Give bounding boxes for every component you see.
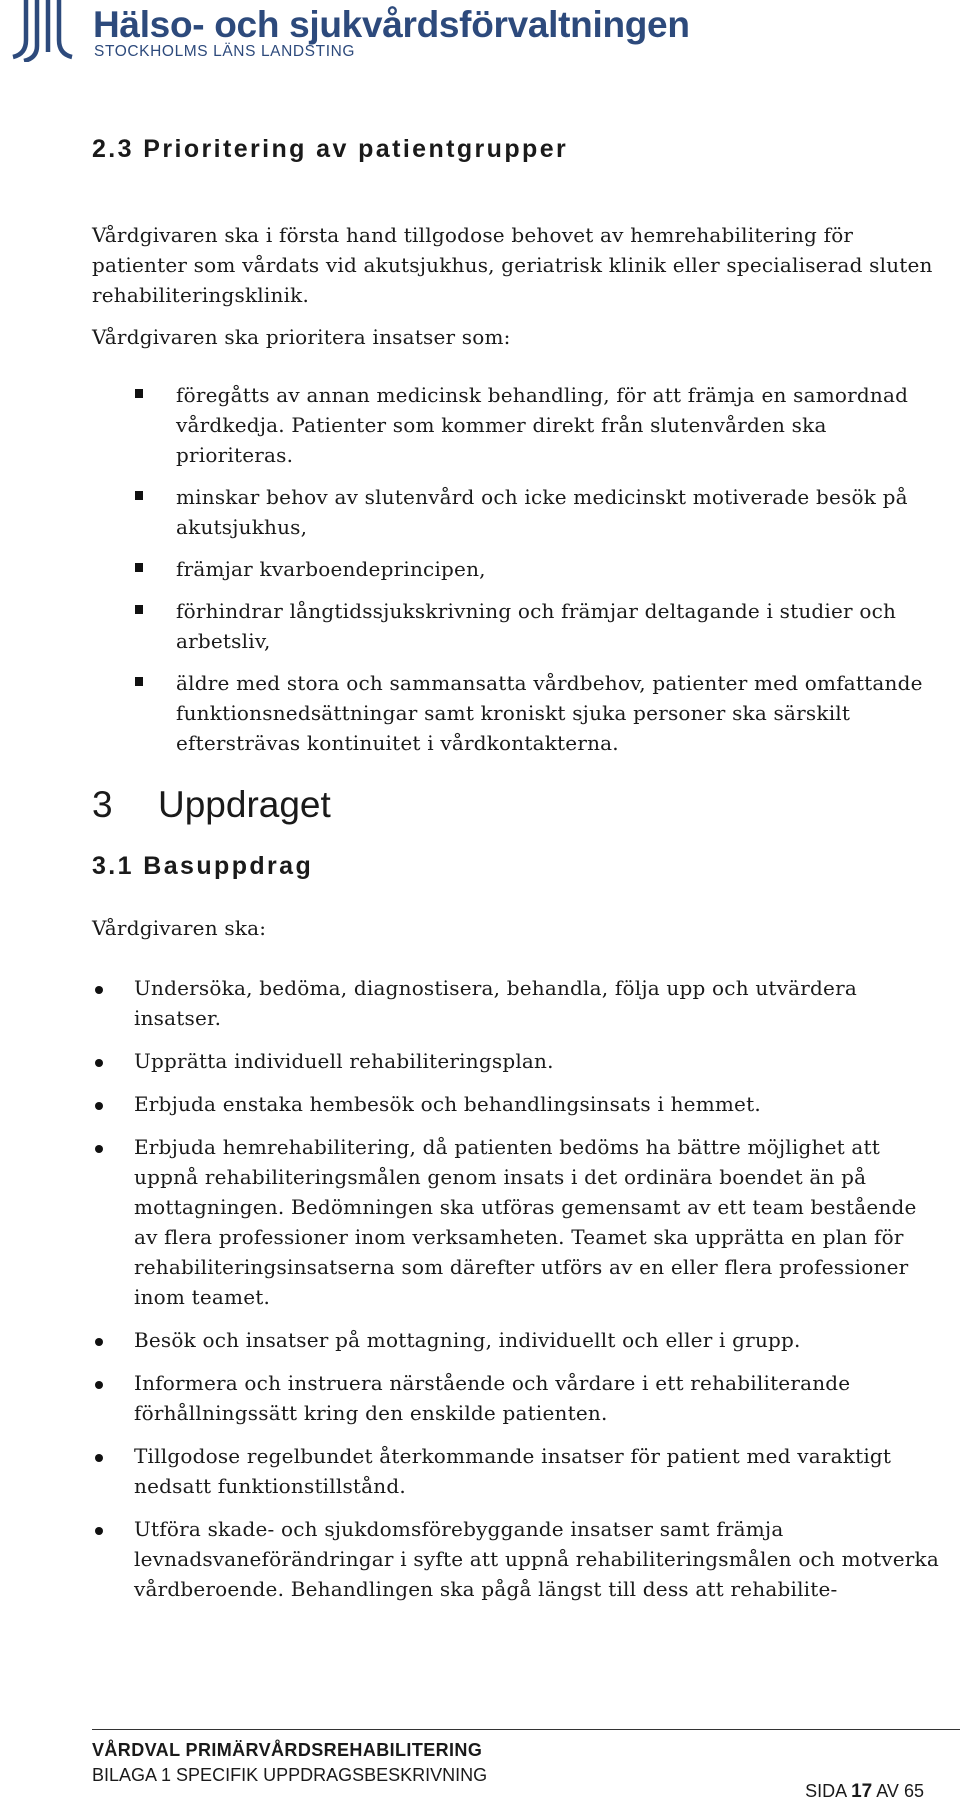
list-item-text: främjar kvarboendeprincipen,: [176, 557, 486, 581]
square-bullet-icon: [135, 677, 143, 686]
section-2-3-intro: Vårdgivaren ska i första hand tillgodose behovet av hemrehabilitering för patienter som vårdats vid akutsjukhus, geriatrisk klinik eller specialiserad sluten rehabiliteringsklinik.: [92, 223, 933, 307]
square-bullet-icon: [135, 389, 143, 398]
disc-bullet-icon: [95, 1381, 103, 1389]
list-item-text: Erbjuda enstaka hembesök och behandlingsinsats i hemmet.: [134, 1092, 761, 1116]
square-bullet-icon: [135, 605, 143, 614]
page-prefix: SIDA: [805, 1781, 847, 1801]
list-item-text: Upprätta individuell rehabiliteringsplan.: [134, 1049, 554, 1073]
section-2-3-lead: Vårdgivaren ska prioritera insatser som:: [92, 325, 511, 349]
list-item-text: äldre med stora och sammansatta vårdbehov, patienter med omfattande funktionsnedsättningar samt kroniskt sjuka personer ska särskilt eftersträvas kontinuitet i vårdkontakterna.: [176, 671, 923, 755]
footer-title: VÅRDVAL PRIMÄRVÅRDSREHABILITERING: [92, 1740, 483, 1760]
page-number: [805, 1781, 924, 1803]
square-bullet-icon: [135, 563, 143, 572]
list-item: [92, 554, 940, 584]
list-item-text: Besök och insatser på mottagning, individuellt och eller i grupp.: [134, 1328, 801, 1352]
list-item: [92, 380, 940, 470]
section-3-1-lead: Vårdgivaren ska:: [92, 916, 267, 940]
list-item: [92, 1325, 940, 1355]
list-item-text: Informera och instruera närstående och vårdare i ett rehabiliterande förhållningssätt kring den enskilde patienten.: [134, 1371, 851, 1425]
sll-logo-icon: [10, 0, 78, 62]
basuppdrag-list: [92, 973, 940, 1604]
org-name: Hälso- och sjukvårdsförvaltningen: [93, 4, 690, 45]
org-subtitle: STOCKHOLMS LÄNS LANDSTING: [94, 43, 356, 60]
list-item-text: Tillgodose regelbundet återkommande insatser för patient med varaktigt nedsatt funktionstillstånd.: [134, 1444, 892, 1498]
list-item: [92, 1046, 940, 1076]
section-2-3-heading: 2.3 Prioritering av patientgrupper: [92, 135, 569, 163]
list-item-text: förhindrar långtidssjukskrivning och främjar deltagande i studier och arbetsliv,: [176, 599, 897, 653]
disc-bullet-icon: [95, 1454, 103, 1462]
list-item: [92, 1132, 940, 1312]
document-body: [92, 130, 940, 1617]
section-3-1-heading: 3.1 Basuppdrag: [92, 852, 314, 880]
square-bullet-icon: [135, 491, 143, 500]
section-3-title: Uppdraget: [158, 784, 331, 825]
disc-bullet-icon: [95, 1059, 103, 1067]
disc-bullet-icon: [95, 986, 103, 994]
list-item: [92, 1441, 940, 1501]
list-item: [92, 596, 940, 656]
list-item-text: minskar behov av slutenvård och icke medicinskt motiverade besök på akutsjukhus,: [176, 485, 908, 539]
footer-divider: [92, 1729, 960, 1730]
list-item: [92, 1514, 940, 1604]
priority-list: [92, 380, 940, 758]
list-item: [92, 973, 940, 1033]
disc-bullet-icon: [95, 1338, 103, 1346]
page-of: AV: [876, 1781, 899, 1801]
disc-bullet-icon: [95, 1102, 103, 1110]
list-item-text: Utföra skade- och sjukdomsförebyggande insatser samt främja levnadsvaneförändringar i syfte att uppnå rehabiliteringsmålen och motverka vårdberoende. Behandlingen ska pågå längst till dess att rehabilite-: [134, 1517, 939, 1601]
list-item: [92, 1089, 940, 1119]
total-pages: 65: [903, 1781, 924, 1801]
list-item: [92, 482, 940, 542]
footer-subtitle: BILAGA 1 SPECIFIK UPPDRAGSBESKRIVNING: [92, 1765, 488, 1785]
list-item: [92, 668, 940, 758]
list-item-text: Undersöka, bedöma, diagnostisera, behandla, följa upp och utvärdera insatser.: [134, 976, 857, 1030]
list-item-text: Erbjuda hemrehabilitering, då patienten bedöms ha bättre möjlighet att uppnå rehabiliteringsmålen genom insats i det ordinära boendet än på mottagningen. Bedömningen ska utföras gemensamt av ett team bestående av flera professioner inom verksamheten. Teamet ska upprätta en plan för rehabiliteringsinsatserna som därefter utförs av en eller flera professioner inom teamet.: [134, 1135, 917, 1309]
list-item-text: föregåtts av annan medicinsk behandling, för att främja en samordnad vårdkedja. Patienter som kommer direkt från slutenvården ska prioriteras.: [176, 383, 909, 467]
page-header: [10, 0, 960, 62]
list-item: [92, 1368, 940, 1428]
disc-bullet-icon: [95, 1145, 103, 1153]
section-3-heading: [92, 784, 940, 826]
section-3-number: 3: [92, 784, 113, 825]
disc-bullet-icon: [95, 1527, 103, 1535]
current-page: 17: [851, 1781, 873, 1802]
